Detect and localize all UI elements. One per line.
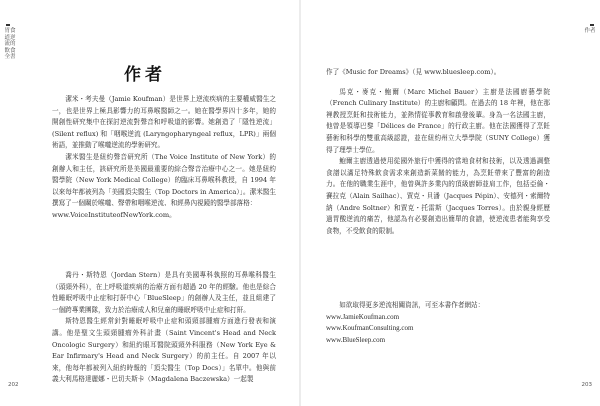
header-rule — [6, 24, 10, 26]
paragraph: 馬克・麥克・鮑爾（Marc Michel Bauer）主廚是法國廚藝學院（French Culinary Institute）的主廚和顧問。在過去的 18 年裡，他在那裡教授烹飪和技術能力，並熱情從事教育和啟發後輩。身為一名法國主廚，他曾是領導巴黎「Délices de France」的行政主廚。他在法國獲得了烹飪藝術和科學的雙重高級認證，並在紐約州立大學學院（SUNY College）獲得了理學士學位。 — [326, 87, 550, 154]
author-bio-stern — [52, 270, 276, 386]
paragraph-url: www.VoiceInstituteofNewYork.com。 — [52, 210, 176, 219]
author-bio-bauer — [326, 67, 550, 237]
author-bio-koufman — [52, 94, 276, 222]
websites-intro: 如欲取得更多逆流相關資訊，可至本書作者網站： — [339, 301, 485, 309]
paragraph: 喬丹・斯特恩（Jordan Stern）是具有美國專科執照的耳鼻喉科醫生（頭頸外科），在上呼吸道疾病的治療方面有超過 20 年的經驗。他也是綜合性睡眠呼吸中止症和打鼾中心「BlueSleep」的創辦人及主任，並且組建了一個跨專業團隊，致力於治療成人和兒童的睡眠呼吸中止症和打鼾。 — [52, 271, 276, 314]
author-websites — [326, 300, 550, 346]
running-head-right: 作者 — [584, 28, 596, 34]
paragraph: 斯特恩醫生經常針對睡眠呼吸中止症和頭頸部腫瘤方面進行發表和演講。他是聖文生頭頸腫瘤外科計畫（Saint Vincent's Head and Neck Oncologic Surgery）和紐約眼耳醫院頭頸外科服務（New York Eye & Ear Infirmary's Head and Neck Surgery）的前主任。自 2007 年以來，他每年都被列入紐約時報的「頂尖醫生（Top Docs）」名單中。他與前義大利馬格達麗娜・巴切夫斯卡（Magdalena Baczewska）一起製 — [52, 317, 276, 384]
header-rule — [590, 24, 594, 26]
paragraph: 鮑爾主廚透過使用從國外旅行中獲得的當地食材和技術，以及透過調整食譜以滿足特殊飲食需求來創造新菜餚的能力，為烹飪帶來了豐富的創造力。在他的職業生涯中，他曾與許多業內的頂級廚師並肩工作，包括亞倫・賽拉克（Alain Sailhac）、賈克・貝潘（Jacques Pépin）、安德列・索爾特納（Andre Soltner）和賈克・托雷斯（Jacques Torres）。由於親身經歷過胃酸逆流的痛苦，他認為有必要創造出簡單的食譜，使逆流患者能夠享受食物，不受飲食的限制。 — [326, 157, 550, 235]
paragraph: 潔米・考夫曼（Jamie Koufman）是世界上逆流疾病的主要權威醫生之一，也是世界上極具影響力的耳鼻喉醫師之一。她在醫學界四十多年，她的開創性研究集中在探討逆流對聲音和呼吸道的影響。她創造了「隱性逆流」(Silent reflux) 和「咽喉逆流 (Laryngopharyngeal reflux，LPR)」兩個術語，並推動了喉嚨逆流的學術研究。 — [52, 95, 276, 150]
page-number-right: 203 — [581, 382, 592, 388]
right-page — [300, 0, 600, 406]
paragraph: 潔米醫生是紐約聲音研究所（The Voice Institute of New York）的創辦人和主任，該研究所是美國最重要的綜合聲音治療中心之一。她是紐約醫學院（New York Medical College）的臨床耳鼻喉科教授，自 1994 年以來每年都被列為「美國頂尖醫生（Top Doctors in America）」。潔米醫生撰寫了一個關於喉嚨、聲帶和咽喉逆流、和經鼻內視鏡的醫學部落格： — [52, 152, 276, 208]
page-title: 作者 — [124, 65, 166, 85]
website-link[interactable]: www.KoufmanConsulting.com — [326, 324, 414, 333]
website-link[interactable]: www.JamieKoufman.com — [326, 312, 400, 321]
running-head-left: 胃食道逆流的飲食全書 — [4, 28, 16, 60]
website-link[interactable]: www.BlueSleep.com — [326, 335, 386, 344]
paragraph: 作了《Music for Dreams》（見 www.bluesleep.com）。 — [326, 68, 501, 76]
page-number-left: 202 — [8, 382, 19, 388]
